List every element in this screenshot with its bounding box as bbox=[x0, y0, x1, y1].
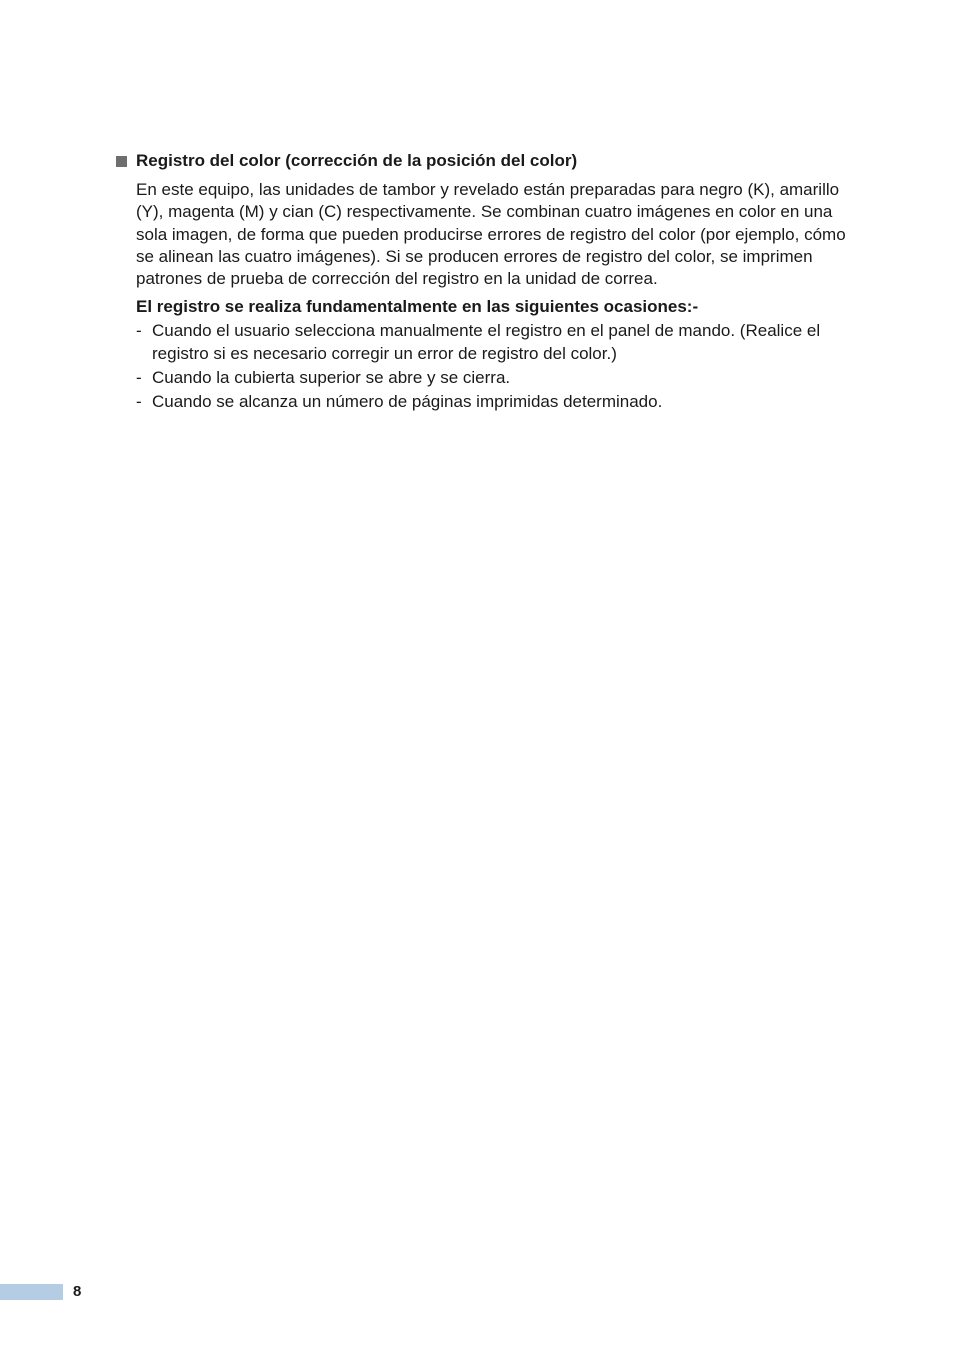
section-heading: Registro del color (corrección de la posición del color) bbox=[136, 151, 578, 170]
occasions-list bbox=[136, 320, 856, 413]
list-item bbox=[136, 320, 856, 365]
list-item bbox=[136, 391, 856, 413]
dash-marker: - bbox=[136, 368, 142, 388]
dash-marker: - bbox=[136, 321, 142, 341]
dash-marker: - bbox=[136, 392, 142, 412]
list-item-text: Cuando el usuario selecciona manualmente el registro en el panel de mando. (Realice el registro si es necesario corregir un error de registro del color.) bbox=[152, 321, 821, 363]
registration-section bbox=[116, 150, 856, 416]
intro-paragraph: En este equipo, las unidades de tambor y revelado están preparadas para negro (K), amarillo (Y), magenta (M) y cian (C) respectivamente. Se combinan cuatro imágenes en color en una sola imagen, de forma que pueden producirse errores de registro del color (por ejemplo, cómo se alinean las cuatro imágenes). Si se producen errores de registro del color, se imprimen patrones de prueba de corrección del registro en la unidad de correa. bbox=[136, 180, 846, 289]
occasions-subheading: El registro se realiza fundamentalmente en las siguientes ocasiones:- bbox=[136, 297, 699, 317]
list-item-text: Cuando la cubierta superior se abre y se cierra. bbox=[152, 368, 511, 388]
list-item bbox=[136, 367, 856, 389]
list-item-text: Cuando se alcanza un número de páginas imprimidas determinado. bbox=[152, 392, 663, 412]
section-heading-row bbox=[116, 150, 856, 172]
square-bullet-icon bbox=[116, 156, 127, 167]
footer-color-bar bbox=[0, 1284, 63, 1300]
page-number: 8 bbox=[73, 1283, 82, 1300]
